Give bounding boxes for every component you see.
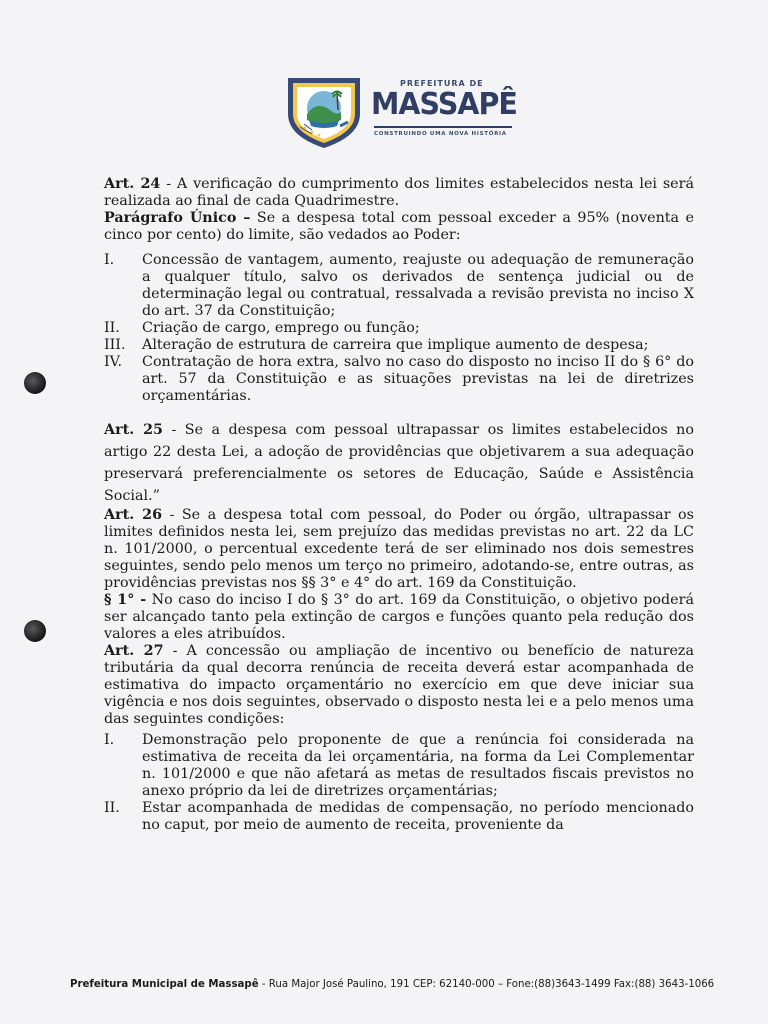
list-item — [104, 800, 694, 834]
article-27 — [104, 643, 694, 728]
list-item — [104, 354, 694, 405]
letterhead — [282, 70, 542, 150]
paragraph-unico — [104, 210, 694, 244]
item-text: Demonstração pelo proponente de que a renúncia foi considerada na estimativa de receita da lei orçamentária, na forma da Lei Complementar n. 101/2000 e que não afetará as metas de resultados fiscais previstos no anexo próprio da lei de diretrizes orçamentárias; — [142, 732, 694, 799]
vedacoes-list — [104, 252, 694, 405]
item-number: IV. — [104, 354, 123, 370]
item-number: III. — [104, 337, 126, 353]
item-text: Concessão de vantagem, aumento, reajuste ou adequação de remuneração a qualquer título, salvo os derivados de sentença judicial ou de determinação legal ou contratual, ressalvada a revisão prevista no inciso X do art. 37 da Constituição; — [142, 252, 694, 319]
document-body — [104, 176, 694, 848]
article-26 — [104, 507, 694, 592]
article-25 — [104, 419, 694, 507]
item-number: II. — [104, 800, 120, 816]
list-item — [104, 732, 694, 800]
item-text: Alteração de estrutura de carreira que implique aumento de despesa; — [142, 337, 649, 353]
item-number: I. — [104, 252, 115, 268]
article-text: - Se a despesa com pessoal ultrapassar os limites estabelecidos no artigo 22 desta Lei, a adoção de providências que objetivarem a sua adequação preservará preferencialmente os setores de Educação, Saúde e Assistência Social.” — [104, 422, 694, 504]
item-text: Estar acompanhada de medidas de compensação, no período mencionado no caput, por meio de aumento de receita, proveniente da — [142, 800, 694, 833]
article-text: - A concessão ou ampliação de incentivo ou benefício de natureza tributária da qual decorra renúncia de receita deverá estar acompanhada de estimativa do impacto orçamentário no exercício em que deve iniciar sua vigência e nos dois seguintes, observado o disposto nesta lei e a pelo menos uma das seguintes condições: — [104, 643, 694, 727]
article-label: Art. 24 — [104, 176, 161, 192]
item-text: Criação de cargo, emprego ou função; — [142, 320, 420, 336]
article-text: - Se a despesa total com pessoal, do Poder ou órgão, ultrapassar os limites definidos nesta lei, sem prejuízo das medidas previstas no art. 22 da LC n. 101/2000, o percentual excedente terá de ser eliminado nos dois semestres seguintes, sendo pelo menos um terço no primeiro, adotando-se, entre outras, as providências previstas nos §§ 3° e 4° do art. 169 da Constituição. — [104, 507, 694, 591]
article-label: Art. 27 — [104, 643, 164, 659]
footer-name: Prefeitura Municipal de Massapê — [70, 979, 259, 990]
article-text: - A verificação do cumprimento dos limites estabelecidos nesta lei será realizada ao final de cada Quadrimestre. — [104, 176, 694, 209]
brand-tagline: CONSTRUINDO UMA NOVA HISTÓRIA — [374, 131, 507, 137]
list-item — [104, 337, 694, 354]
paragraph-label: Parágrafo Único – — [104, 210, 251, 226]
brand-name: MASSAPÊ — [371, 87, 517, 122]
article-label: Art. 25 — [104, 422, 164, 438]
footer-address: - Rua Major José Paulino, 191 CEP: 62140-000 – Fone:(88)3643-1499 Fax:(88) 3643-1066 — [258, 979, 715, 990]
punch-hole — [24, 372, 46, 394]
article-24 — [104, 176, 694, 210]
list-item — [104, 320, 694, 337]
page-footer — [70, 979, 714, 990]
item-text: Contratação de hora extra, salvo no caso do disposto no inciso II do § 6° do art. 57 da Constituição e as situações previstas na lei de diretrizes orçamentárias. — [142, 354, 694, 404]
list-item — [104, 252, 694, 320]
item-number: II. — [104, 320, 120, 336]
brand-subtitle: PREFEITURA DE — [400, 79, 484, 88]
brand-divider — [374, 126, 512, 128]
article-label: Art. 26 — [104, 507, 163, 523]
punch-hole — [24, 620, 46, 642]
condicoes-list — [104, 732, 694, 834]
paragraph-label: § 1° - — [104, 592, 147, 608]
municipal-crest-icon — [282, 70, 366, 150]
paragraph-text: No caso do inciso I do § 3° do art. 169 da Constituição, o objetivo poderá ser alcançado tanto pela extinção de cargos e funções quanto pela redução dos valores a eles atribuídos. — [104, 592, 694, 642]
paragraph-1 — [104, 592, 694, 643]
paragraph-text: Se a despesa total com pessoal exceder a 95% (noventa e cinco por cento) do limite, são vedados ao Poder: — [104, 210, 694, 243]
item-number: I. — [104, 732, 115, 748]
